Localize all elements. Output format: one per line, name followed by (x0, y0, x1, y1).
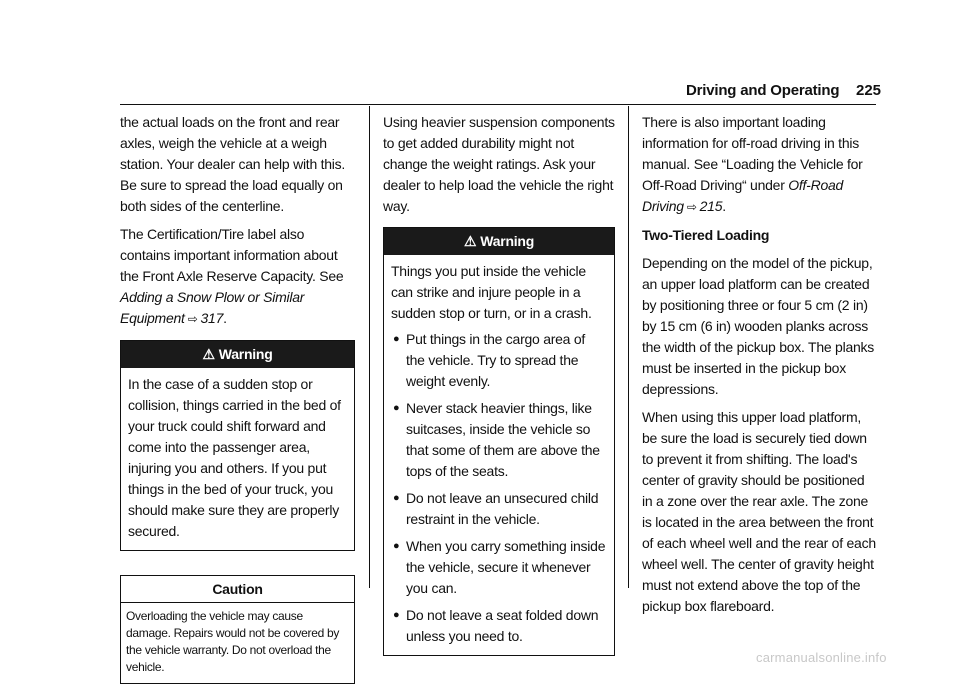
column-2 (383, 112, 615, 656)
column-1 (120, 112, 355, 684)
list-item-text: When you carry something inside the vehicle, secure it whenever you can. (406, 538, 606, 596)
warning-triangle-icon: ⚠ (463, 233, 477, 249)
bullet-dot-icon: ● (393, 609, 400, 621)
list-item-text: Do not leave a seat folded down unless you need to. (406, 607, 599, 644)
list-item (391, 329, 607, 392)
caution-header: Caution (121, 576, 354, 603)
bullet-dot-icon: ● (393, 402, 400, 414)
page-header (0, 80, 960, 102)
column-divider-1 (369, 106, 370, 588)
offroad-driving-link[interactable]: Off-Road Driving (642, 177, 844, 214)
list-item-text: Never stack heavier things, like suitcases, inside the vehicle so that some of them are above the tops of the seats. (406, 400, 600, 479)
column-divider-2 (628, 106, 629, 588)
bullet-dot-icon: ● (393, 492, 400, 504)
warning-body (121, 368, 354, 550)
page-reference-icon: ⇨ (187, 312, 198, 326)
page-reference-icon: ⇨ (686, 200, 697, 214)
warning-header (121, 341, 354, 368)
paragraph-upper-platform: Depending on the model of the pickup, an upper load platform can be created by positioning three or four 5 cm (2 in) by 15 cm (6 in) wooden planks across the width of the pickup box. The planks must be inserted in the pickup box depressions. (642, 255, 875, 397)
paragraph-offroad-info (642, 112, 878, 218)
list-item (391, 488, 607, 530)
list-item (391, 536, 607, 599)
caution-body: Overloading the vehicle may cause damage. Repairs would not be covered by the vehicle warranty. Do not overload the vehicle. (126, 609, 340, 674)
list-item (391, 398, 607, 482)
bullet-dot-icon: ● (393, 333, 400, 345)
warning-text: In the case of a sudden stop or collision, things carried in the bed of your truck could shift forward and come into the passenger area, injuring you and others. If you put things in the bed of your truck, you should make sure they are properly secured. (128, 376, 341, 539)
paragraph-axle-loads: the actual loads on the front and rear axles, weigh the vehicle at a weigh station. Your dealer can help with this. Be sure to spread the load equally on both sides of the centerline. (120, 114, 346, 214)
list-item-text: Put things in the cargo area of the vehicle. Try to spread the weight evenly. (406, 331, 586, 389)
caution-box (120, 575, 355, 684)
warning-box-truck-bed (120, 340, 355, 551)
page-number: 225 (856, 82, 882, 99)
section-title: Driving and Operating (686, 82, 840, 99)
sentence-end: . (722, 198, 726, 214)
column-3 (642, 112, 878, 624)
watermark: carmanualsonline.info (756, 650, 887, 665)
list-item-text: Do not leave an unsecured child restraint in the vehicle. (406, 490, 599, 527)
paragraph-text: The Certification/Tire label also contains important information about the Front Axle Reserve Capacity. See (120, 226, 344, 284)
warning-triangle-icon: ⚠ (202, 346, 215, 362)
warning-title: Warning (480, 233, 535, 249)
subheading-two-tiered-loading: Two-Tiered Loading (642, 227, 770, 243)
bullet-dot-icon: ● (393, 540, 400, 552)
warning-box-cargo (383, 227, 615, 656)
sentence-end: . (223, 310, 227, 326)
paragraph-center-of-gravity: When using this upper load platform, be sure the load is securely tied down to prevent it from shifting. The load's center of gravity should be positioned in a zone over the rear axle. The zone is located in the area between the front of each wheel well and the rear of each wheel well. The center of gravity height must not extend above the top of the pickup box flareboard. (642, 409, 876, 614)
warning-body (384, 255, 614, 655)
warning-title: Warning (218, 346, 273, 362)
snow-plow-link[interactable]: Adding a Snow Plow or Similar Equipment (120, 289, 305, 326)
paragraph-suspension: Using heavier suspension components to get added durability might not change the weight ratings. Ask your dealer to help load the vehicle the right way. (383, 114, 615, 214)
warning-list (391, 329, 607, 647)
paragraph-text: There is also important loading information for off-road driving in this manual. See “Loading the Vehicle for Off-Road Driving“ under (642, 114, 863, 193)
snow-plow-page-ref[interactable]: 317 (200, 310, 224, 326)
list-item (391, 605, 607, 647)
header-divider (120, 104, 876, 105)
warning-intro: Things you put inside the vehicle can strike and injure people in a sudden stop or turn, or in a crash. (391, 263, 592, 321)
warning-header (384, 228, 614, 255)
paragraph-certification-label (120, 224, 355, 330)
offroad-page-ref[interactable]: 215 (699, 198, 723, 214)
